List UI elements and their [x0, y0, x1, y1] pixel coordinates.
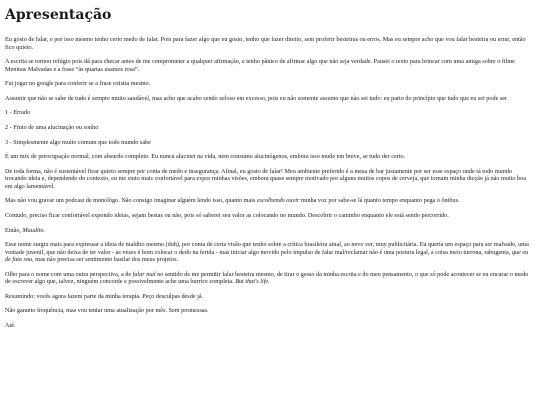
paragraph-text: Não garanto frequência, mas vou tentar uma atualização por mês. Sem promessas. [5, 307, 209, 315]
paragraph [5, 153, 535, 161]
paragraph [5, 307, 535, 315]
paragraph [5, 124, 535, 132]
emphasis-text: falar mal [132, 270, 156, 278]
paragraph-text: De toda forma, não é sustentável ficar quieto sempre por conta de medo e insegurança. Afinal, eu gosto de falar! Meu ambiente preferido é a mesa de bar justamente por ser esse espaço onde tá todo mundo trocando ideia e, dependendo do contexto, eu me sinto mais confortável para expor minhas visões, embora quase sempre motivado por alguns muitos copos de cerveja, que tornam minha dicção já não muito boa em algo lamentável. [5, 167, 526, 190]
paragraph [5, 95, 535, 103]
emphasis-text: que eu de fato sou [5, 248, 529, 264]
paragraph [5, 80, 535, 88]
paragraph-text: A escrita se tornou refúgio pois dá para checar antes de me comprometer a qualquer afirmação, e tenho pânico de afirmar algo que não seja verdade. Pausei o texto para brincar com uma amiga sobre o filme Meninas Malvadas e a frase “às quartas usamos rosa”. [5, 58, 515, 73]
paragraph [5, 109, 535, 117]
paragraph [5, 197, 535, 205]
paragraph [5, 139, 535, 147]
paragraph-text: Esse nome surgiu mais para expressar a ideia de maldito mesmo (duh), por conta de certa visão que tenho sobre a crítica brasileira atual, ao nevo ver, muy publicitária. Eu queria um espaço para ser malvado, uma vontade juvenil, que não deixa de ter valor - as vezes é bom colocar o dedo na ferida - mas iniciar algo movido pelo impulso de falar mal/reclamar não é uma postura legal, a coisa meio turrona, rabugenta, [5, 241, 529, 256]
paragraph-text: Contudo, preciso ficar confortável expondo ideias, sejam bestas ou não, pois só saberei seu valor as colocando no mundo. Descobrir o caminho enquanto ele está sendo percorrido. [5, 211, 449, 219]
paragraph-text: Até. [5, 322, 16, 329]
paragraph [5, 227, 535, 235]
paragraph-text: Resumindo: vocês agora fazem parte da minha terapia. Peço desculpas desde já. [5, 292, 204, 300]
paragraph-text: Fui jogar no google para conferir se a frase existia mesmo. [5, 80, 151, 88]
paragraph [5, 293, 535, 301]
paragraph [5, 36, 535, 51]
paragraph [5, 241, 535, 264]
emphasis-text: Maudito. [22, 226, 46, 234]
paragraph-text: , mas não precisa ser sentimento basilar dos meus projetos. [32, 256, 179, 264]
paragraph-text: no sentido de me permitir falar besteira mesmo, de tirar o gesso da minha escrita e do meu pensamento, o que só pode acontecer se eu encarar o medo de escrever algo que, talvez, ninguém concorde e possivelmente ache uma burrice completa. [5, 270, 529, 286]
paragraph-text: minha voz por sabe-se lá quanto tempo enquanto pega o ônibus. [299, 197, 460, 205]
emphasis-text: But that's life. [235, 278, 270, 286]
paragraph-text: 2 - Fruto de uma alucinação ou sonho [5, 123, 99, 131]
paragraph-text: 1 - Errado [5, 109, 31, 117]
paragraph-text: Olho para o nome com uma outra perspectiva, a de [5, 270, 133, 278]
paragraph [5, 212, 535, 220]
paragraph [5, 271, 535, 286]
paragraph-text: É um mix de preocupação normal, com absurdo completo. Eu nunca alucinei na vida, nem consumo alucinógenos, embora isso mude em breve, se tudo der certo. [5, 153, 406, 161]
page-title: Apresentação [5, 7, 112, 23]
paragraph-text: Assumir que não se sabe de tudo é sempre muito saudável, mas acho que acabo sendo zeloso em excesso, pois eu não somente assumo que não sei tudo: eu parto do princípio que tudo que eu sei pode ser [5, 94, 508, 102]
paragraph [5, 168, 535, 191]
paragraph [5, 322, 535, 330]
paragraph-text: Então, [5, 226, 23, 234]
emphasis-text: escolhendo ouvir [256, 197, 300, 205]
paragraph-text: 3 - Simplesmente algo muito comum que todo mundo sabe [5, 138, 151, 146]
paragraph-text: Eu gosto de falar, e por isso mesmo tenho certo medo de falar. Pois para fazer algo que eu gosto, tenho que fazer direito, sem proferir besteiras ou erros. Mas eu sempre acho que vou falar besteira ou errar, então fico quieto. [5, 36, 526, 51]
paragraph-text: Mas não vou gravar um podcast de monológo. Não consigo imaginar alguém lendo isso, quanto mais [5, 197, 257, 205]
paragraph [5, 58, 535, 73]
article-body [5, 36, 535, 330]
